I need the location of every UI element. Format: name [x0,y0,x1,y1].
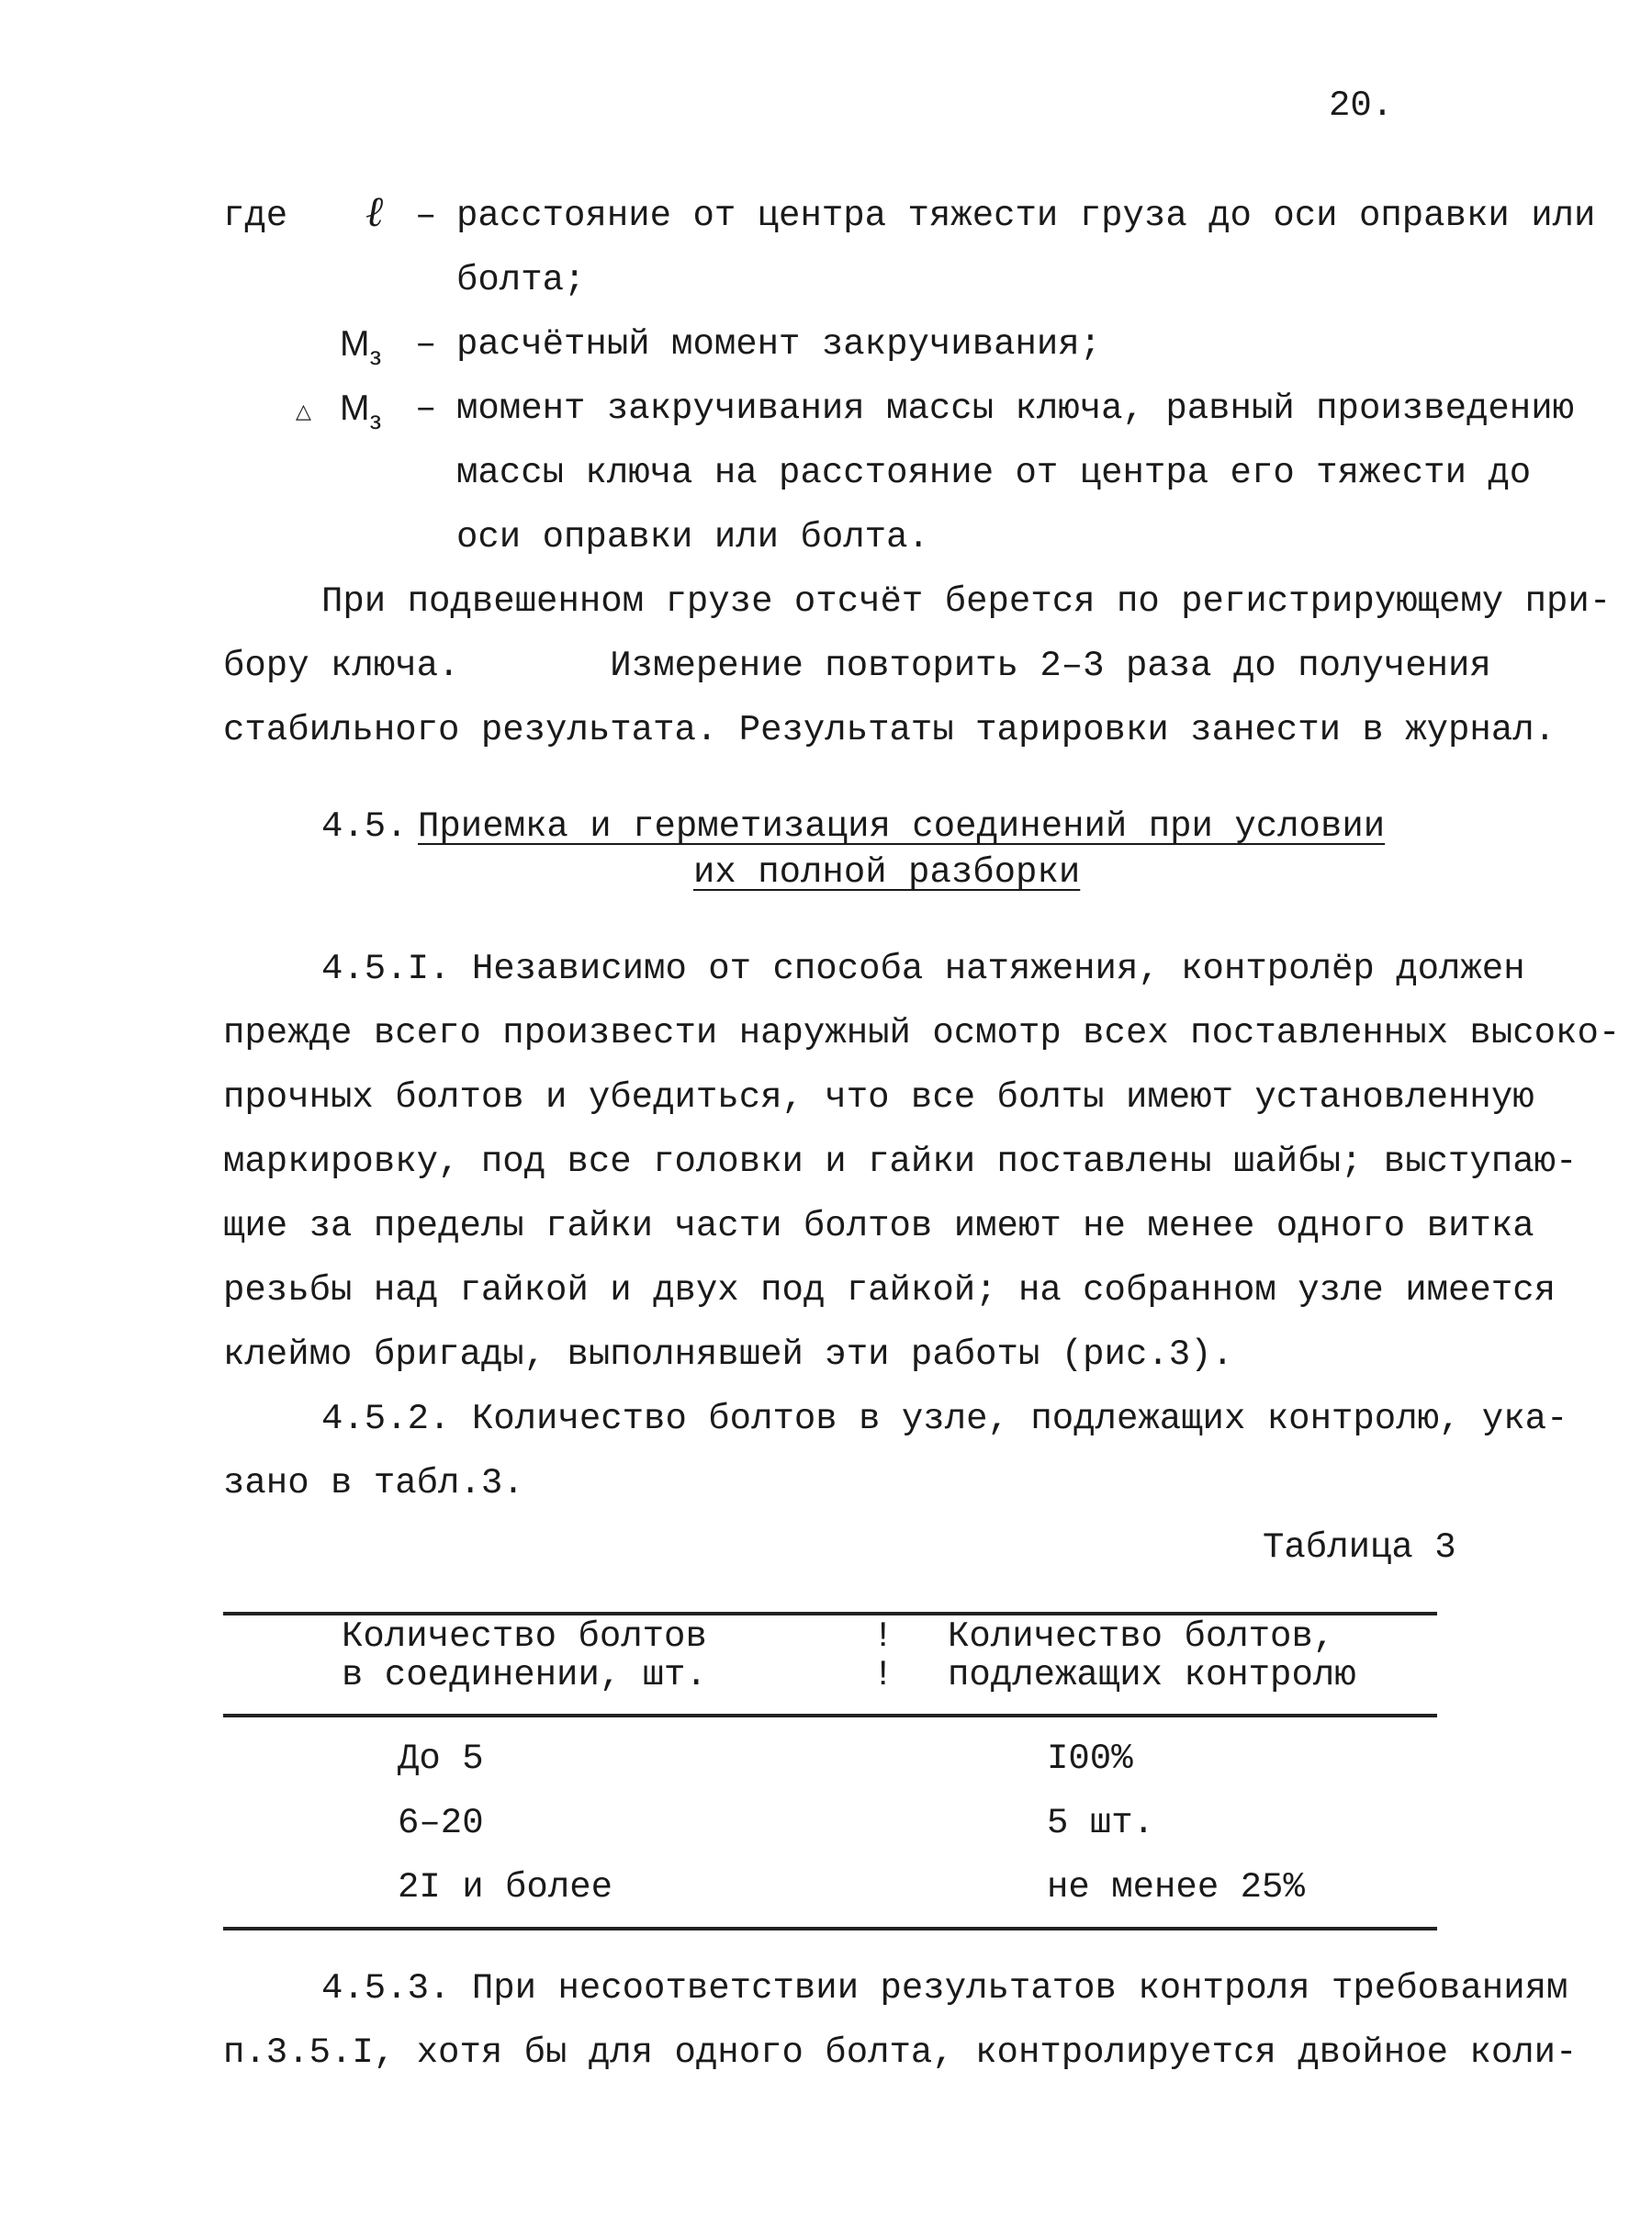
definition-dash: – [415,324,437,365]
table-row-2-right: 5 шт. [1047,1803,1155,1843]
table-row-2-left: 6–20 [398,1803,484,1843]
section-title-line-2: их полной разборки [693,852,1081,893]
symbol-delta-m3-letter: M [340,388,370,428]
table-caption: Таблица 3 [1263,1527,1456,1568]
where-word: где [223,196,288,236]
table-header-right-2: подлежащих контролю [948,1655,1356,1695]
para-453-line-1: 4.5.3. При несоответствии результатов контроля требованиям [321,1968,1568,2009]
definition-l-line-2: болта; [456,260,586,300]
weight-para-line-1: При подвешенном грузе отсчёт берется по регистрирующему при- [321,581,1612,622]
definition-dm3-line-1: момент закручивания массы ключа, равный произведению [456,388,1574,429]
table-header-left-1: Количество болтов [342,1616,707,1657]
table-row-1-right: I00% [1047,1739,1133,1779]
delta-icon: △ [296,400,311,423]
symbol-m3-sub: з [369,342,382,370]
symbol-m3-letter: M [340,324,370,364]
para-452-line-2: зано в табл.3. [223,1463,524,1503]
table-row-1-left: До 5 [398,1739,484,1779]
weight-para-line-3: стабильного результата. Результаты тарировки занести в журнал. [223,710,1556,750]
para-451-line-4: маркировку, под все головки и гайки поставлены шайбы; выступаю- [223,1142,1578,1182]
para-453-line-2: п.3.5.I, хотя бы для одного болта, контролируется двойное коли- [223,2032,1578,2073]
table-bottom-rule [223,1927,1437,1930]
definition-dash: – [415,196,437,236]
para-451-line-3: прочных болтов и убедиться, что все болты имеют установленную [223,1077,1534,1118]
definition-dm3-line-3: оси оправки или болта. [456,517,929,557]
definition-dash: – [415,388,437,429]
definition-dm3-line-2: массы ключа на расстояние от центра его тяжести до [456,453,1532,493]
para-451-line-2: прежде всего произвести наружный осмотр всех поставленных высоко- [223,1013,1621,1053]
table-header-sep-1: ! [872,1616,894,1657]
section-number: 4.5. [321,806,408,847]
table-top-rule [223,1612,1437,1615]
page-number: 20. [1329,85,1394,126]
table-row-3-right: не менее 25% [1047,1867,1305,1908]
para-451-line-6: резьбы над гайкой и двух под гайкой; на собранном узле имеется [223,1270,1556,1311]
symbol-delta-m3 [340,377,381,453]
definition-m3-line-1: расчётный момент закручивания; [456,324,1102,365]
weight-para-line-2: бору ключа. Измерение повторить 2–3 раза до получения [223,646,1491,686]
table-row-3-left: 2I и более [398,1867,613,1908]
para-451-line-1: 4.5.I. Независимо от способа натяжения, контролёр должен [321,949,1525,989]
table-header-rule [223,1714,1437,1717]
table-header-right-1: Количество болтов, [948,1616,1335,1657]
definition-l-line-1: расстояние от центра тяжести груза до оси оправки или [456,196,1596,236]
section-title-line-1: Приемка и герметизация соединений при условии [418,806,1386,847]
para-451-line-7: клеймо бригады, выполнявшей эти работы (рис.3). [223,1334,1233,1375]
table-header-left-2: в соединении, шт. [342,1655,707,1695]
symbol-l: ℓ [365,186,384,236]
para-451-line-5: щие за пределы гайки части болтов имеют не менее одного витка [223,1206,1534,1246]
table-header-sep-2: ! [872,1655,894,1695]
para-452-line-1: 4.5.2. Количество болтов в узле, подлежащих контролю, ука- [321,1399,1568,1439]
symbol-delta-m3-sub: з [369,406,382,434]
